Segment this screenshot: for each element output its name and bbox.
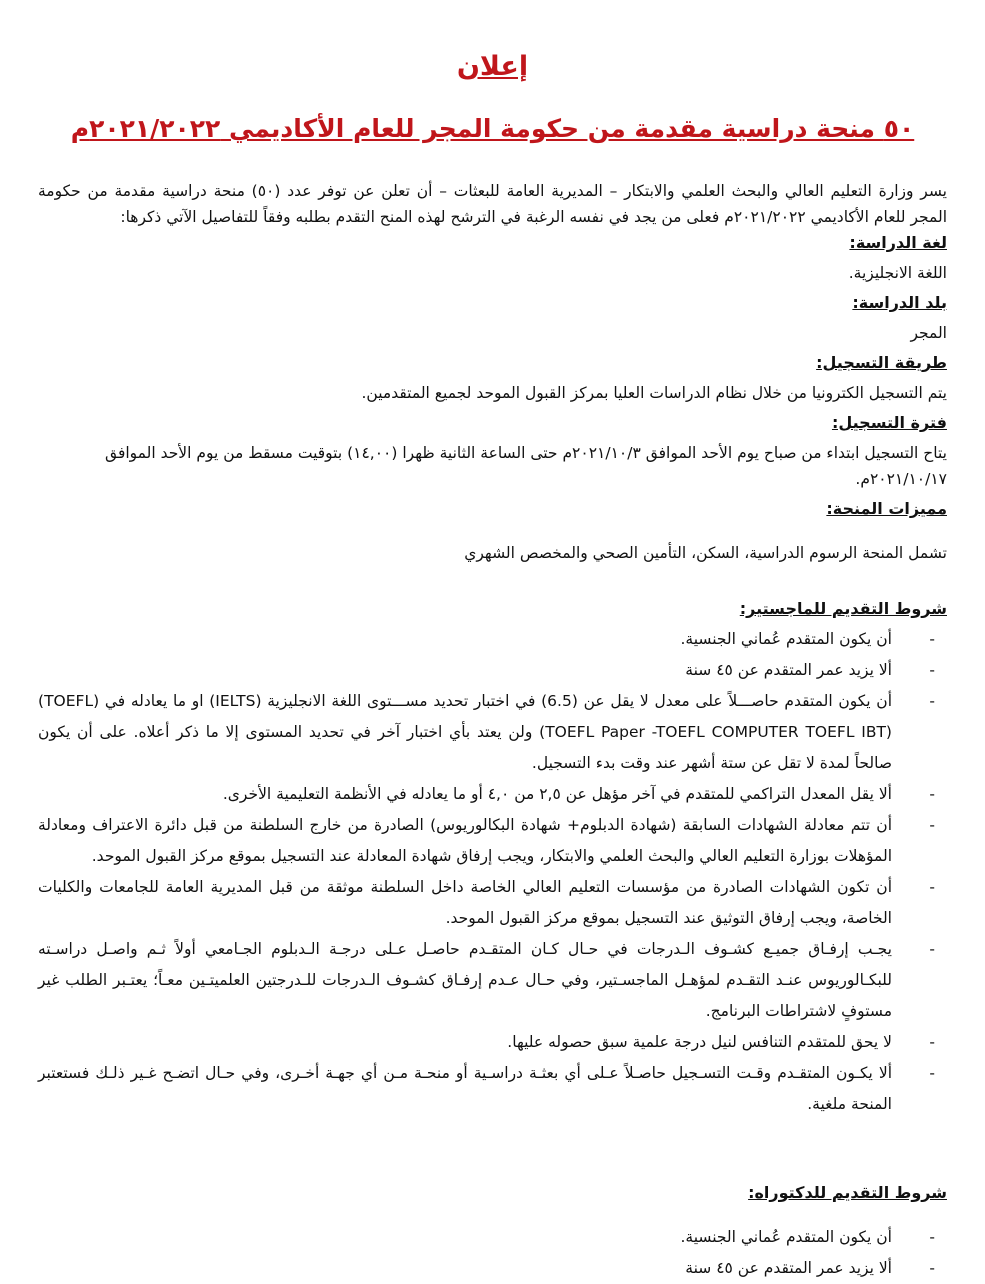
section-registration-method-body: يتم التسجيل الكترونيا من خلال نظام الدراسات العليا بمركز القبول الموحد لجميع المتقدمين. xyxy=(361,384,947,402)
bullet-dash: - xyxy=(929,692,935,710)
list-item-text: أن تكون الشهادات الصادرة من مؤسسات التعليم العالي الخاصة داخل السلطنة موثقة من قبل المديرية العامة للجامعات والكليات الخاصة، ويجب إرفاق التوثيق عند التسجيل بموقع مركز القبول الموحد. xyxy=(38,878,892,927)
intro-paragraph: يسر وزارة التعليم العالي والبحث العلمي والابتكار – المديرية العامة للبعثات – أن تعلن عن توفر عدد (٥٠) منحة دراسية مقدمة من حكومة المجر للعام الأكاديمي ٢٠٢١/٢٠٢٢م فعلى من يجد في نفسه الرغبة في الترشح لهذه المنح التقدم بطلبه وفقاً للتفاصيل الآتي ذكرها: xyxy=(38,182,947,226)
spacer xyxy=(38,1120,947,1180)
bullet-dash: - xyxy=(929,816,935,834)
bullet-dash: - xyxy=(929,1033,935,1051)
list-item xyxy=(38,1027,947,1058)
list-item xyxy=(38,655,947,686)
bullet-dash: - xyxy=(929,878,935,896)
spacer xyxy=(38,522,947,536)
list-item-text: أن يكون المتقدم عُماني الجنسية. xyxy=(680,1228,892,1246)
doctorate-conditions-heading: شروط التقديم للدكتوراه: xyxy=(748,1183,947,1202)
bullet-dash: - xyxy=(929,1064,935,1082)
list-item-text: ألا يزيد عمر المتقدم عن ٤٥ سنة xyxy=(685,1259,892,1277)
list-item xyxy=(38,872,947,934)
list-item-text: لا يحق للمتقدم التنافس لنيل درجة علمية سبق حصوله عليها. xyxy=(507,1033,892,1051)
list-item-text: ألا يقل المعدل التراكمي للمتقدم في آخر مؤهل عن ٢,٥ من ٤,٠ أو ما يعادله في الأنظمة التعليمية الأخرى. xyxy=(222,785,892,803)
masters-conditions xyxy=(38,596,947,1120)
bullet-dash: - xyxy=(929,1259,935,1277)
section-language xyxy=(38,230,947,286)
list-item-text: يجـب إرفـاق جميـع كشـوف الـدرجات في حـال كـان المتقـدم حاصـل عـلى درجـة الـدبلوم الجـامعي أولاً ثـم واصـل دراسـته للبكـالوريوس عنـد التقـدم لمؤهـل الماجسـتير، وفي حـال عـدم إرفـاق كشـوف الـدرجات للـدرجتين العلميتـين معـاً؛ يعتـبر الطلب غير مستوفٍ لاشتراطات البرنامج. xyxy=(38,940,892,1020)
section-registration-method xyxy=(38,350,947,406)
page-subtitle: ٥٠ منحة دراسية مقدمة من حكومة المجر للعام الأكاديمي ٢٠٢١/٢٠٢٢م xyxy=(70,114,915,143)
section-language-body: اللغة الانجليزية. xyxy=(848,264,947,282)
doctorate-conditions-list xyxy=(38,1222,947,1284)
bullet-dash: - xyxy=(929,785,935,803)
section-registration-period xyxy=(38,410,947,492)
masters-conditions-list xyxy=(38,624,947,1120)
list-item-text: ألا يكـون المتقـدم وقـت التسـجيل حاصـلاً عـلى أي بعثـة دراسـية أو منحـة مـن أي جهـة أخـرى، وفي حـال اتضـح غـير ذلـك فستعتبر المنحة ملغية. xyxy=(38,1064,892,1113)
spacer xyxy=(38,1206,947,1220)
section-features-heading: مميزات المنحة: xyxy=(826,499,947,518)
page-title: إعلان xyxy=(456,51,529,82)
doctorate-conditions xyxy=(38,1180,947,1284)
section-registration-period-body: يتاح التسجيل ابتداء من صباح يوم الأحد الموافق ٢٠٢١/١٠/٣م حتى الساعة الثانية ظهرا (١٤,٠٠) بتوقيت مسقط من يوم الأحد الموافق ٢٠٢١/١٠/١٧م. xyxy=(105,444,947,488)
list-item xyxy=(38,1058,947,1120)
section-registration-period-heading: فترة التسجيل: xyxy=(831,413,947,432)
section-country xyxy=(38,290,947,346)
section-country-heading: بلد الدراسة: xyxy=(852,293,947,312)
list-item xyxy=(38,1222,947,1253)
list-item-text: أن يكون المتقدم عُماني الجنسية. xyxy=(680,630,892,648)
section-features xyxy=(38,496,947,566)
list-item xyxy=(38,1253,947,1284)
list-item xyxy=(38,624,947,655)
list-item-text: أن تتم معادلة الشهادات السابقة (شهادة الدبلوم+ شهادة البكالوريوس) الصادرة من خارج السلطنة من قبل دائرة الاعتراف ومعادلة المؤهلات بوزارة التعليم العالي والبحث العلمي والابتكار، ويجب إرفاق شهادة المعادلة عند التسجيل بموقع مركز القبول الموحد. xyxy=(38,816,892,865)
section-language-heading: لغة الدراسة: xyxy=(849,233,947,252)
list-item-text: ألا يزيد عمر المتقدم عن ٤٥ سنة xyxy=(685,661,892,679)
list-item xyxy=(38,934,947,1027)
bullet-dash: - xyxy=(929,940,935,958)
list-item xyxy=(38,686,947,779)
bullet-dash: - xyxy=(929,630,935,648)
spacer xyxy=(38,570,947,596)
list-item-text: أن يكون المتقدم حاصـــلاً على معدل لا يقل عن (6.5) في اختبار تحديد مســـتوى اللغة الانجليزية (IELTS) او ما يعادله في (TOEFL) (TOEFL Paper -TOEFL COMPUTER TOEFL IBT) ولن يعتد بأي اختبار آخر في تحديد المستوى إلا ما ذكر أعلاه. على أن يكون صالحاً لمدة لا تقل عن ستة أشهر عند وقت بدء التسجيل. xyxy=(38,692,892,772)
list-item xyxy=(38,810,947,872)
section-registration-method-heading: طريقة التسجيل: xyxy=(816,353,947,372)
list-item xyxy=(38,779,947,810)
bullet-dash: - xyxy=(929,661,935,679)
section-country-body: المجر xyxy=(910,324,947,342)
bullet-dash: - xyxy=(929,1228,935,1246)
masters-conditions-heading: شروط التقديم للماجستير: xyxy=(739,599,947,618)
section-features-body: تشمل المنحة الرسوم الدراسية، السكن، التأمين الصحي والمخصص الشهري xyxy=(464,544,947,562)
